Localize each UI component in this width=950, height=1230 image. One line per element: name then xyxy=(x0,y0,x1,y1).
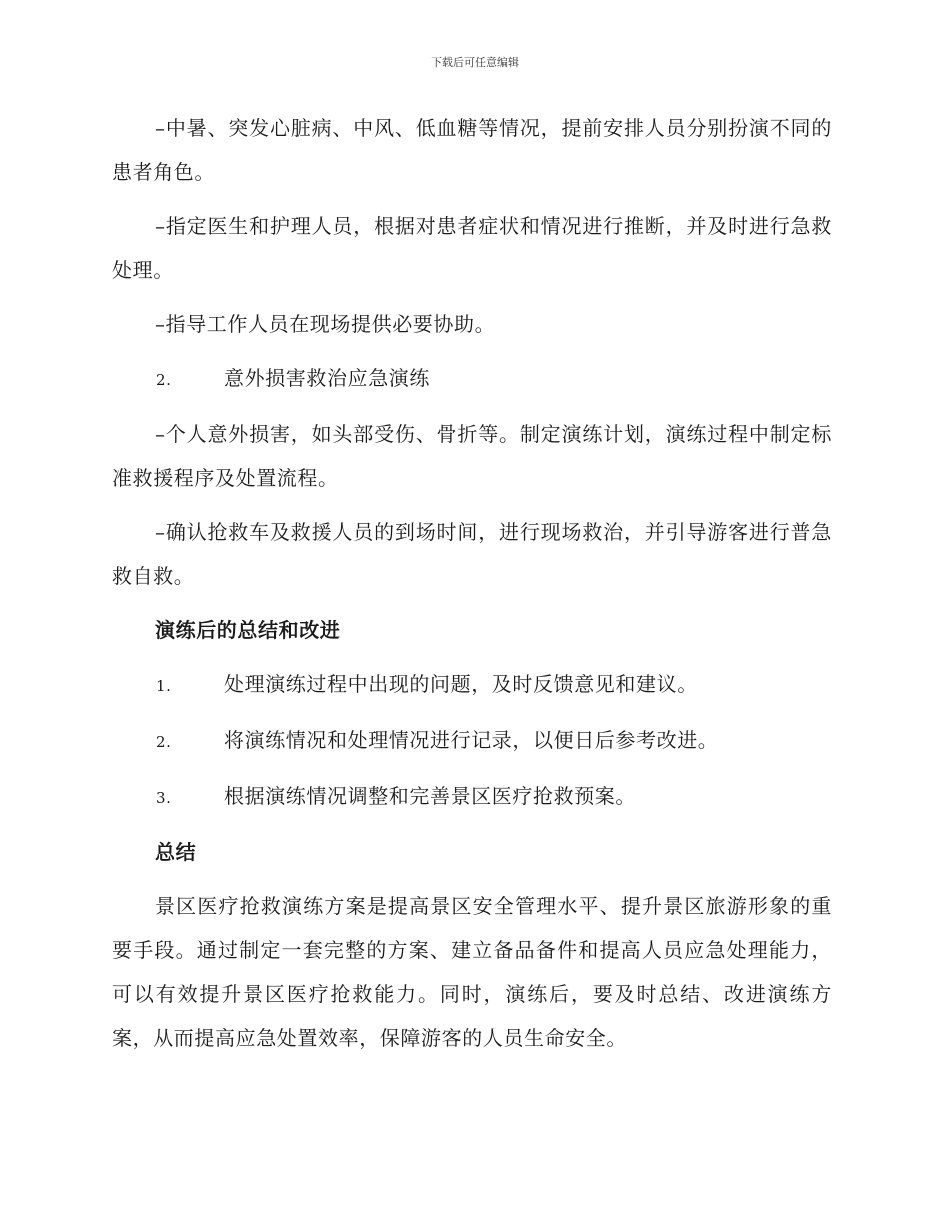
list-item xyxy=(112,774,832,820)
list-number: 2. xyxy=(156,733,172,751)
list-text: 意外损害救治应急演练 xyxy=(224,366,430,390)
list-item xyxy=(112,662,832,708)
section-heading-summary: 总结 xyxy=(155,840,197,864)
list-number: 2. xyxy=(156,371,172,389)
page-header: 下载后可任意编辑 xyxy=(431,56,519,69)
list-number: 1. xyxy=(156,677,172,695)
list-item xyxy=(112,718,832,764)
paragraph-medical-staff: –指定医生和护理人员，根据对患者症状和情况进行推断，并及时进行急救处理。 xyxy=(112,214,832,282)
list-text: 将演练情况和处理情况进行记录，以便日后参考改进。 xyxy=(224,728,719,752)
list-text: 根据演练情况调整和完善景区医疗抢救预案。 xyxy=(224,784,636,808)
list-number: 3. xyxy=(156,789,172,807)
paragraph-staff-assist: –指导工作人员在现场提供必要协助。 xyxy=(155,312,496,336)
section-heading-review: 演练后的总结和改进 xyxy=(155,618,341,642)
paragraph-summary: 景区医疗抢救演练方案是提高景区安全管理水平、提升景区旅游形象的重要手段。通过制定一套完整的方案、建立备品备件和提高人员应急处理能力，可以有效提升景区医疗抢救能力。同时，演练后，要及时总结、改进演练方案，从而提高应急处置效率，保障游客的人员生命安全。 xyxy=(112,894,832,1050)
paragraph-ambulance: –确认抢救车及救援人员的到场时间，进行现场救治，并引导游客进行普急救自救。 xyxy=(112,520,832,588)
list-text: 处理演练过程中出现的问题，及时反馈意见和建议。 xyxy=(224,672,698,696)
paragraph-injury: –个人意外损害，如头部受伤、骨折等。制定演练计划，演练过程中制定标准救援程序及处置流程。 xyxy=(112,422,832,490)
document-body xyxy=(112,106,832,1070)
list-item-accident-drill xyxy=(112,356,832,402)
paragraph-heatstroke: –中暑、突发心脏病、中风、低血糖等情况，提前安排人员分别扮演不同的患者角色。 xyxy=(112,116,832,184)
